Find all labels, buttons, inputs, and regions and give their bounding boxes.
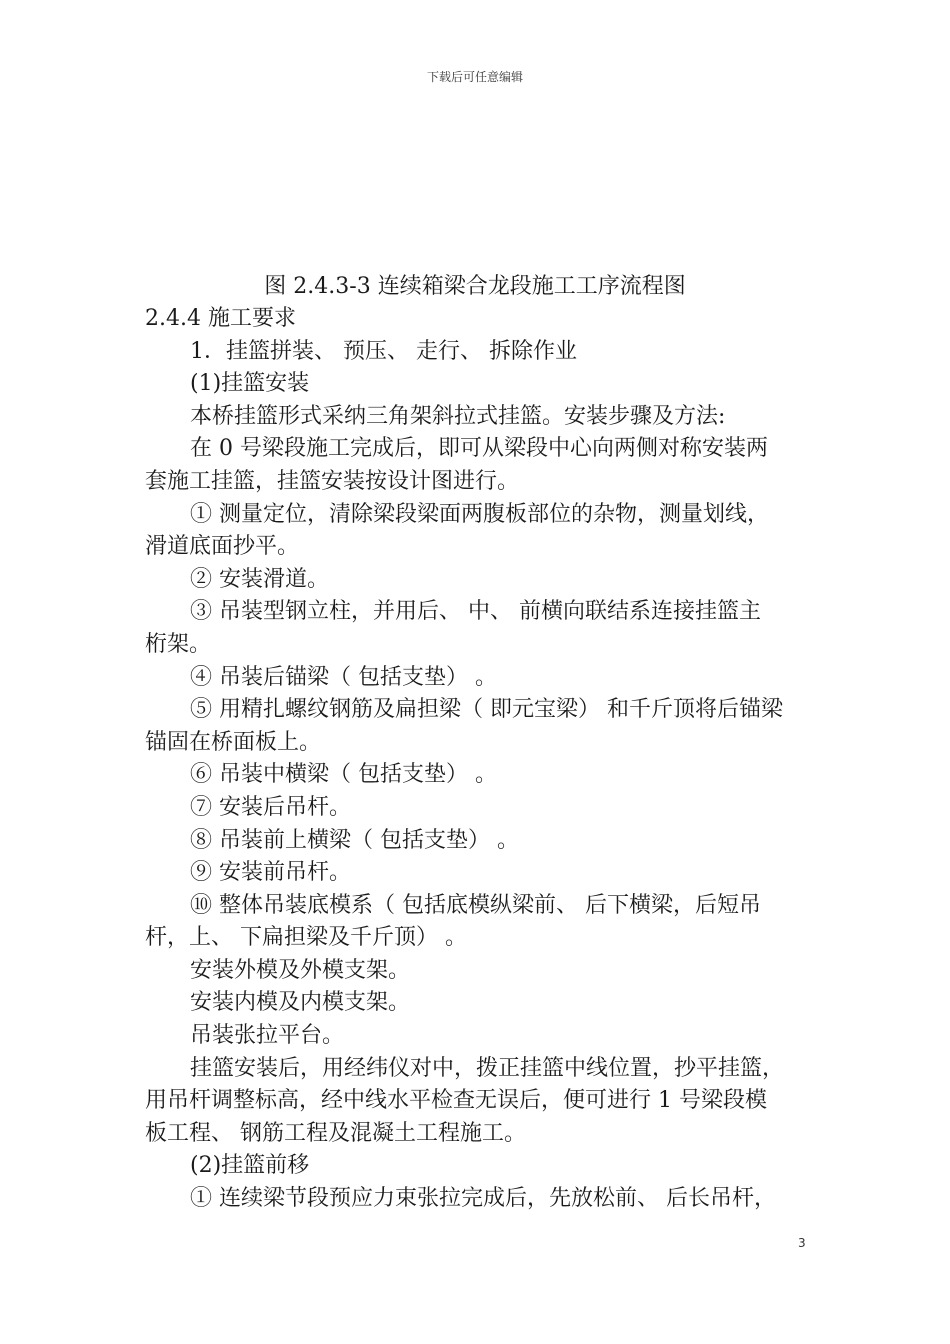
- text-line: 在 0 号梁段施工完成后，即可从梁段中心向两侧对称安装两: [190, 436, 768, 462]
- text-line: 用吊杆调整标高，经中线水平检查无误后，便可进行 1 号梁段模: [145, 1088, 767, 1114]
- text-line: ① 测量定位，清除梁段梁面两腹板部位的杂物，测量划线，: [190, 501, 769, 527]
- text-line: ⑤ 用精扎螺纹钢筋及扁担梁（ 即元宝梁） 和千斤顶将后锚梁: [190, 697, 783, 723]
- text-line: 板工程、 钢筋工程及混凝土工程施工。: [145, 1120, 526, 1146]
- document-body: [145, 270, 805, 1216]
- text-line: ⑦ 安装后吊杆。: [190, 794, 351, 820]
- page-header: 下载后可任意编辑: [426, 70, 523, 84]
- text-line: ③ 吊装型钢立柱，并用后、 中、 前横向联结系连接挂篮主: [190, 599, 761, 625]
- text-line: ⑥ 吊装中横梁（ 包括支垫） 。: [190, 762, 497, 788]
- text-line: ⑩ 整体吊装底模系（ 包括底模纵梁前、 后下横梁，后短吊: [190, 892, 761, 918]
- text-line: ⑨ 安装前吊杆。: [190, 860, 351, 886]
- text-line: 锚固在桥面板上。: [145, 729, 322, 755]
- page-number: 3: [798, 1236, 806, 1250]
- text-line: 杆，上、 下扁担梁及千斤顶） 。: [145, 925, 467, 951]
- text-line: ④ 吊装后锚梁（ 包括支垫） 。: [190, 664, 497, 690]
- text-line: ② 安装滑道。: [190, 566, 329, 592]
- text-line: 滑道底面抄平。: [145, 534, 300, 560]
- text-line: 套施工挂篮，挂篮安装按设计图进行。: [145, 468, 520, 494]
- text-line: (1)挂篮安装: [190, 371, 310, 397]
- text-line: 1．挂篮拼装、 预压、 走行、 拆除作业: [190, 338, 577, 364]
- text-line: 安装外模及外模支架。: [190, 957, 411, 983]
- text-line: 桁架。: [145, 631, 212, 657]
- text-line: ⑧ 吊装前上横梁（ 包括支垫） 。: [190, 827, 519, 853]
- paragraph-lines: [145, 336, 805, 1216]
- text-line: 吊装张拉平台。: [190, 1023, 345, 1049]
- text-line: (2)挂篮前移: [190, 1153, 310, 1179]
- text-line: ① 连续梁节段预应力束张拉完成后，先放松前、 后长吊杆，: [190, 1186, 776, 1212]
- section-title: 2.4.4 施工要求: [145, 306, 296, 331]
- text-line: 挂篮安装后，用经纬仪对中，拨正挂篮中线位置，抄平挂篮，: [190, 1055, 785, 1081]
- text-line: 本桥挂篮形式采纳三角架斜拉式挂篮。安装步骤及方法:: [190, 403, 726, 429]
- figure-caption: 图 2.4.3-3 连续箱梁合龙段施工工序流程图: [264, 274, 686, 299]
- text-line: 安装内模及内模支架。: [190, 990, 411, 1016]
